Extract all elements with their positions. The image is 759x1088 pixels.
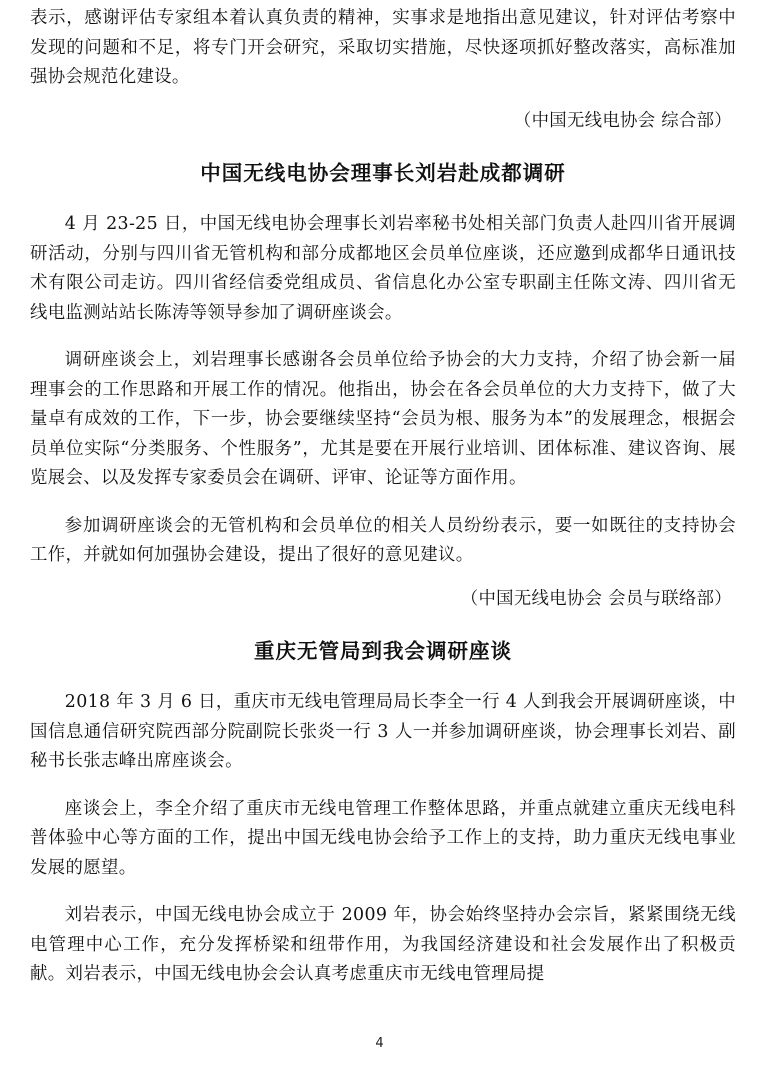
article1-title: 中国无线电协会理事长刘岩赴成都调研 — [200, 161, 566, 185]
article2-paragraph-1: 2018 年 3 月 6 日，重庆市无线电管理局局长李全一行 4 人到我会开展调研座谈，中国信息通信研究院西部分院副院长张炎一行 3 人一并参加调研座谈，协会理事长刘岩、副秘书长张志峰出席座谈会。 — [30, 692, 736, 771]
page-content — [30, 4, 736, 990]
article2-title: 重庆无管局到我会调研座谈 — [254, 639, 512, 663]
article1-paragraph-3: 参加调研座谈会的无管机构和会员单位的相关人员纷纷表示，要一如既往的支持协会工作，并就如何加强协会建设，提出了很好的意见建议。 — [30, 515, 736, 565]
article1-source-attribution: （中国无线电协会 会员与联络部） — [460, 588, 732, 609]
intro-source-attribution: （中国无线电协会 综合部） — [513, 110, 732, 131]
article1-paragraph-1: 4 月 23-25 日，中国无线电协会理事长刘岩率秘书处相关部门负责人赴四川省开展调研活动，分别与四川省无管机构和部分成都地区会员单位座谈，还应邀到成都华日通讯技术有限公司走访。四川省经信委党组成员、省信息化办公室专职副主任陈文涛、四川省无线电监测站站长陈涛等领导参加了调研座谈会。 — [30, 214, 736, 323]
intro-paragraph: 表示，感谢评估专家组本着认真负责的精神，实事求是地指出意见建议，针对评估考察中发现的问题和不足，将专门开会研究，采取切实措施，尽快逐项抓好整改落实，高标准加强协会规范化建设。 — [30, 8, 736, 87]
page-number: 4 — [375, 1036, 384, 1051]
article2-paragraph-3: 刘岩表示，中国无线电协会成立于 2009 年，协会始终坚持办会宗旨，紧紧围绕无线电管理中心工作，充分发挥桥梁和纽带作用，为我国经济建设和社会发展作出了积极贡献。刘岩表示，中国无线电协会会认真考虑重庆市无线电管理局提 — [30, 905, 736, 984]
article2-paragraph-2: 座谈会上，李全介绍了重庆市无线电管理工作整体思路，并重点就建立重庆无线电科普体验中心等方面的工作，提出中国无线电协会给予工作上的支持，助力重庆无线电事业发展的愿望。 — [30, 798, 736, 878]
article1-paragraph-2: 调研座谈会上，刘岩理事长感谢各会员单位给予协会的大力支持，介绍了协会新一届理事会的工作思路和开展工作的情况。他指出，协会在各会员单位的大力支持下，做了大量卓有成效的工作，下一步，协会要继续坚持“会员为根、服务为本”的发展理念，根据会员单位实际“分类服务、个性服务”，尤其是要在开展行业培训、团体标准、建议咨询、展览展会、以及发挥专家委员会在调研、评审、论证等方面作用。 — [30, 350, 736, 488]
